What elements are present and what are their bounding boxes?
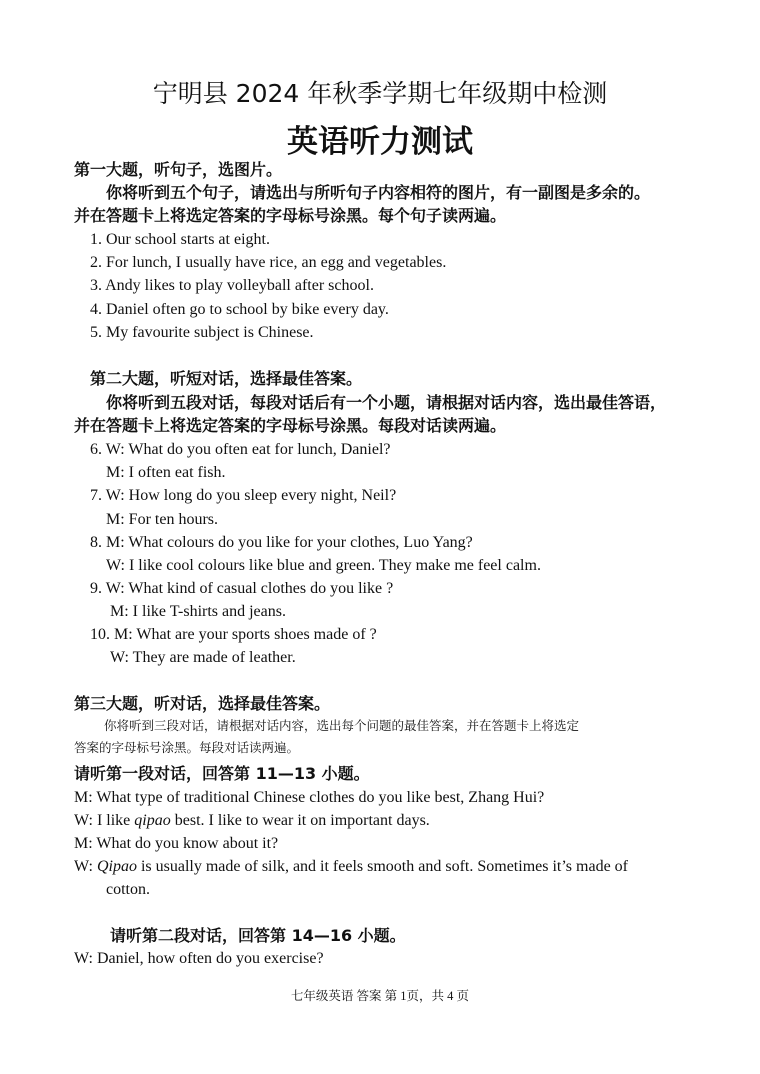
part1-item: 5. My favourite subject is Chinese.	[90, 324, 314, 341]
dialog-line: M: What type of traditional Chinese clothes do you like best, Zhang Hui?	[74, 789, 545, 806]
dialog-line: M: I like T-shirts and jeans.	[110, 603, 286, 620]
part3-instruction-line1: 你将听到三段对话，请根据对话内容，选出每个问题的最佳答案，并在答题卡上将选定	[104, 718, 580, 733]
italic-term: Qipao	[96, 858, 137, 875]
part1-item: 3. Andy likes to play volleyball after school.	[90, 277, 374, 294]
dialog-line: M: What do you know about it?	[74, 835, 279, 852]
dialog-line: 8. M: What colours do you like for your clothes, Luo Yang?	[90, 534, 473, 551]
part1-instruction-line1: 你将听到五个句子，请选出与所听句子内容相符的图片，有一副图是多余的。	[106, 183, 651, 202]
dialog-text: best. I like to wear it on important days.	[170, 812, 430, 829]
part3-heading: 第三大题，听对话，选择最佳答案。	[74, 694, 331, 713]
dialog-text: is usually made of silk, and it feels smooth and soft. Sometimes it’s made of	[136, 858, 628, 875]
dialog-line	[74, 811, 430, 831]
italic-term: qipao	[134, 812, 171, 829]
dialog2-heading: 请听第二段对话，回答第 14—16 小题。	[110, 926, 406, 945]
part1-item: 4. Daniel often go to school by bike every day.	[90, 301, 389, 318]
part2-instruction-line1: 你将听到五段对话，每段对话后有一个小题，请根据对话内容，选出最佳答语，	[106, 393, 667, 412]
dialog-line: W: Daniel, how often do you exercise?	[74, 950, 324, 967]
dialog-line: 7. W: How long do you sleep every night, Neil?	[90, 487, 397, 504]
dialog-line: W: I like cool colours like blue and green. They make me feel calm.	[106, 557, 541, 574]
dialog-line: 10. M: What are your sports shoes made of ?	[90, 626, 377, 643]
part3-instruction-line2: 答案的字母标号涂黑。每段对话读两遍。	[74, 740, 300, 755]
part1-instruction-line2: 并在答题卡上将选定答案的字母标号涂黑。每个句子读两遍。	[74, 206, 507, 225]
dialog-line: cotton.	[106, 881, 150, 898]
page-footer: 七年级英语 答案 第 1页，共 4 页	[290, 989, 470, 1003]
dialog-text: W: I like	[74, 812, 135, 829]
part2-heading: 第二大题，听短对话，选择最佳答案。	[90, 369, 363, 388]
dialog-line: W: They are made of leather.	[110, 649, 296, 666]
dialog-line: M: I often eat fish.	[106, 464, 226, 481]
part2-instruction-line2: 并在答题卡上将选定答案的字母标号涂黑。每段对话读两遍。	[74, 416, 507, 435]
dialog-line	[74, 857, 628, 877]
dialog-line: 6. W: What do you often eat for lunch, Daniel?	[90, 441, 391, 458]
exam-subtitle: 英语听力测试	[287, 124, 473, 160]
exam-title: 宁明县 2024 年秋季学期七年级期中检测	[152, 79, 608, 108]
dialog1-heading: 请听第一段对话，回答第 11—13 小题。	[74, 764, 370, 783]
part1-item: 2. For lunch, I usually have rice, an egg and vegetables.	[90, 254, 447, 271]
part1-heading: 第一大题，听句子，选图片。	[74, 160, 283, 179]
dialog-line: 9. W: What kind of casual clothes do you like ?	[90, 580, 394, 597]
dialog-line: M: For ten hours.	[106, 511, 218, 528]
dialog-text: W:	[74, 858, 97, 875]
part1-item: 1. Our school starts at eight.	[90, 231, 270, 248]
